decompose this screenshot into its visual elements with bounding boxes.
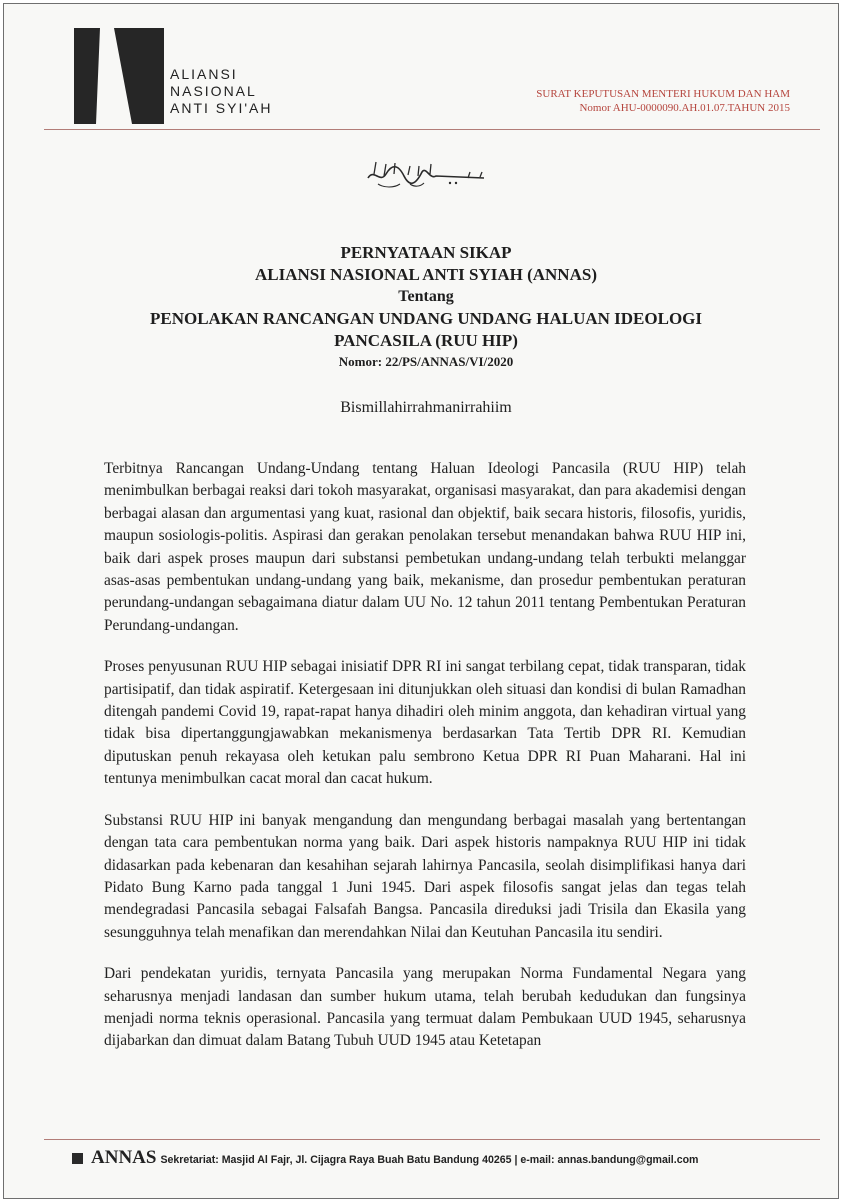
title-line-4: PENOLAKAN RANCANGAN UNDANG UNDANG HALUAN IDEOLOGI — [149, 309, 703, 328]
page-footer — [72, 1147, 698, 1169]
decree-number: Nomor AHU-0000090.AH.01.07.TAHUN 2015 — [579, 102, 790, 114]
statement-heading — [4, 242, 844, 372]
logo-wordmark — [170, 66, 272, 117]
title-line-3: Tentang — [398, 288, 454, 305]
footer-brand: ANNAS — [91, 1147, 157, 1168]
title-line-5: PANCASILA (RUU HIP) — [334, 331, 518, 350]
basmala-calligraphy-icon — [364, 154, 490, 194]
footer-contact: Sekretariat: Masjid Al Fajr, Jl. Cijagra Raya Buah Batu Bandung 40265 | e-mail: annas.bandung@gmail.com — [160, 1154, 699, 1166]
statement-body — [104, 458, 746, 1072]
statement-number: Nomor: 22/PS/ANNAS/VI/2020 — [338, 354, 514, 369]
logo-line-1: ALIANSI — [170, 66, 238, 82]
title-line-1: PERNYATAAN SIKAP — [340, 243, 512, 262]
logo-line-3: ANTI SYI'AH — [170, 100, 273, 116]
decree-reference — [536, 87, 790, 115]
paragraph: Terbitnya Rancangan Undang-Undang tentang Haluan Ideologi Pancasila (RUU HIP) telah menimbulkan berbagai reaksi dari tokoh masyarakat, organisasi masyarakat, dan para akademisi dengan berbagai alasan dan argumentasi yang kuat, rasional dan objektif, baik secara historis, filosofis, yuridis, maupun sosiologis-politis. Aspirasi dan gerakan penolakan tersebut menandakan bahwa RUU HIP ini, baik dari aspek proses maupun dari substansi pembetukan undang-undang telah terbukti melanggar asas-asas pembentukan undang-undang yang baik, mekanisme, dan prosedur pembentukan peraturan perundang-undangan sebagaimana diatur dalam UU No. 12 tahun 2011 tentang Pembentukan Peraturan Perundang-undangan. — [104, 460, 746, 634]
bismillah-text: Bismillahirrahmanirrahiim — [340, 399, 512, 416]
logo-line-2: NASIONAL — [170, 83, 257, 99]
annas-logo-icon — [74, 28, 164, 124]
footer-divider — [44, 1139, 820, 1140]
decree-title: SURAT KEPUTUSAN MENTERI HUKUM DAN HAM — [536, 88, 790, 100]
header-divider — [44, 129, 820, 130]
paragraph: Proses penyusunan RUU HIP sebagai inisiatif DPR RI ini sangat terbilang cepat, tidak transparan, tidak partisipatif, dan tidak aspiratif. Ketergesaan ini ditunjukkan oleh situasi dan kondisi di bulan Ramadhan ditengah pandemi Covid 19, rapat-rapat hanya dihadiri oleh minim anggota, dan kehadiran virtual yang tidak bisa dipertanggungjawabkan mekanismenya berdasarkan Tata Tertib DPR RI. Kemudian diputuskan penuh rekayasa oleh ketukan palu sembrono Ketua DPR RI Puan Maharani. Hal ini tentunya menimbulkan cacat moral dan cacat hukum. — [104, 658, 746, 788]
paragraph: Dari pendekatan yuridis, ternyata Pancasila yang merupakan Norma Fundamental Negara yang seharusnya menjadi landasan dan sumber hukum utama, telah berubah kedudukan dan fungsinya menjadi norma teknis operasional. Pancasila yang termuat dalam Pembukaan UUD 1945, seharusnya dijabarkan dan dimuat dalam Batang Tubuh UUD 1945 atau Ketetapan — [104, 965, 746, 1050]
paragraph: Substansi RUU HIP ini banyak mengandung dan mengundang berbagai masalah yang bertentangan dengan tata cara pembentukan norma yang baik. Dari aspek historis nampaknya RUU HIP ini tidak didasarkan pada kebenaran dan kesahihan sejarah lahirnya Pancasila, seolah disimplifikasi hanya dari Pidato Bung Karno pada tanggal 1 Juni 1945. Dari aspek filosofis sangat jelas dan tegas telah mendegradasi Pancasila sebagai Falsafah Bangsa. Pancasila direduksi jadi Trisila dan Ekasila yang sesungguhnya telah menafikan dan merendahkan Nilai dan Keutuhan Pancasila itu sendiri. — [104, 811, 746, 941]
square-bullet-icon — [72, 1153, 83, 1164]
title-line-2: ALIANSI NASIONAL ANTI SYIAH (ANNAS) — [255, 265, 597, 284]
document-page — [3, 3, 839, 1199]
